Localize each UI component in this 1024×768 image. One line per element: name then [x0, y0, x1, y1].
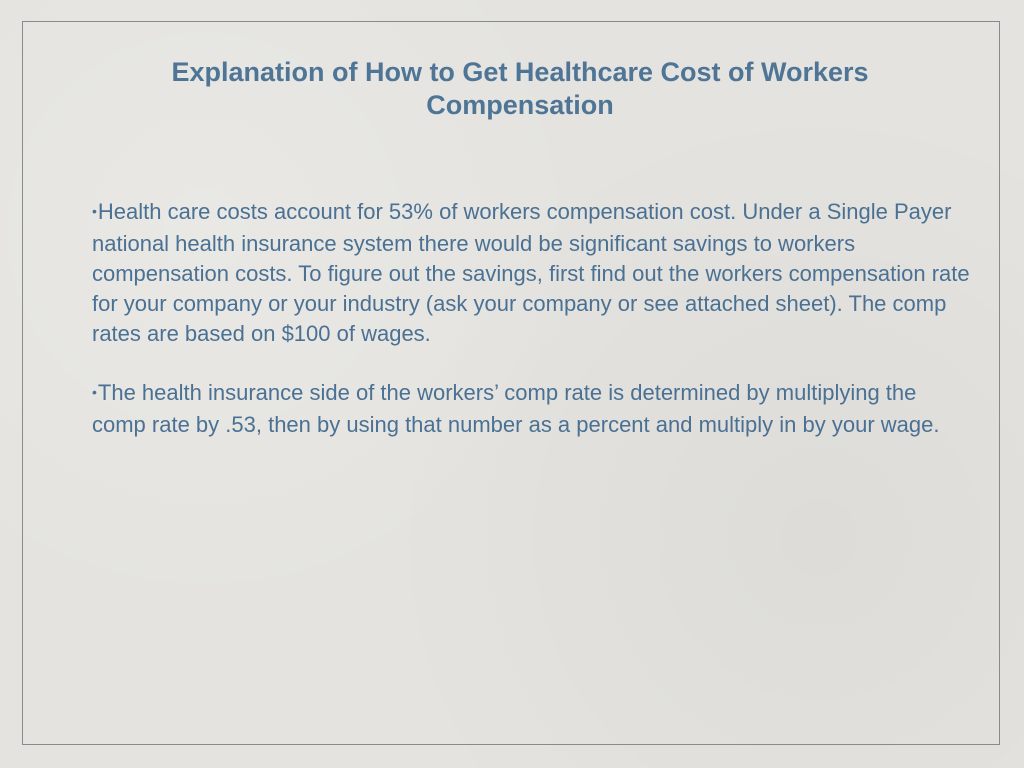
bullet-item-2: [92, 378, 972, 440]
slide-title: Explanation of How to Get Healthcare Cost of Workers Compensation: [171, 57, 869, 120]
bullet-text-1: Health care costs account for 53% of workers compensation cost. Under a Single Payer national health insurance system there would be significant savings to workers compensation costs. To figure out the savings, first find out the workers compensation rate for your company or your industry (ask your company or see attached sheet). The comp rates are based on $100 of wages.: [92, 199, 970, 346]
bullet-text-2: The health insurance side of the workers’ comp rate is determined by multiplying the comp rate by .53, then by using that number as a percent and multiply in by your wage.: [92, 380, 940, 437]
bullet-icon: •: [92, 203, 97, 219]
slide-body: [92, 197, 972, 469]
bullet-item-1: [92, 197, 972, 349]
bullet-icon: •: [92, 384, 97, 400]
